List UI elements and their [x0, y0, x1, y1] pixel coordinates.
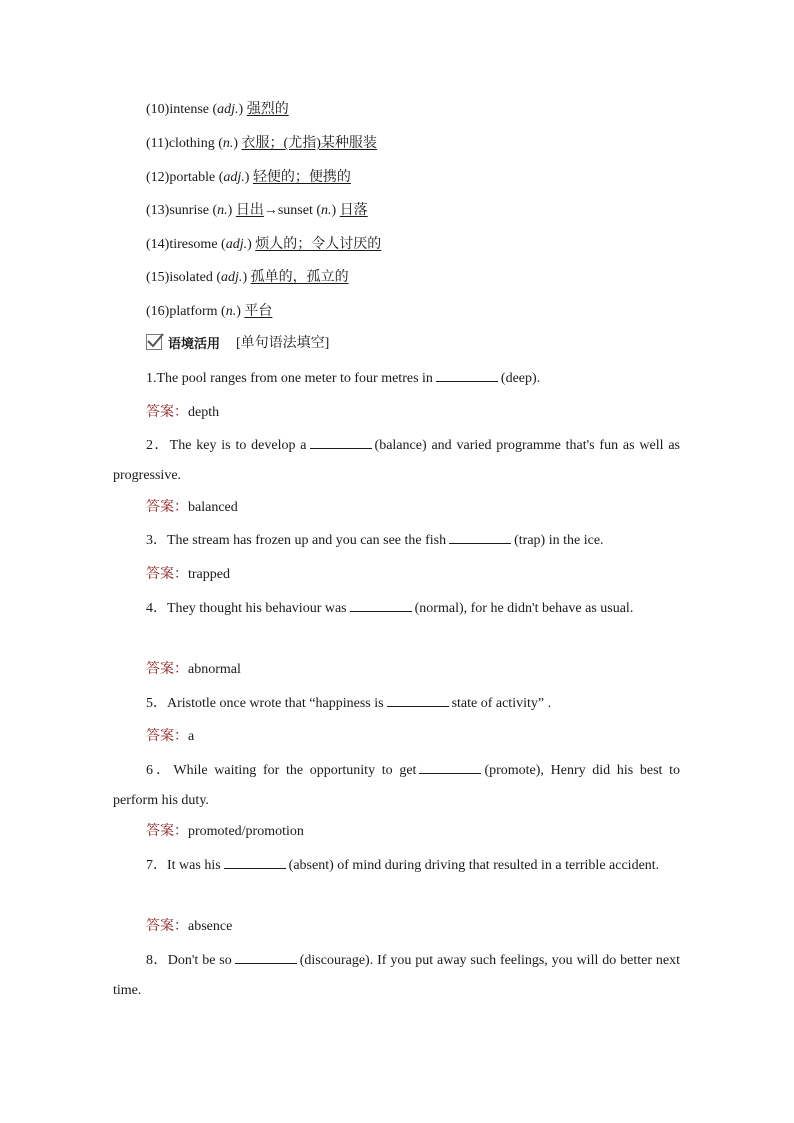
question-hint: (balance): [374, 438, 427, 453]
part-of-speech: adj.: [223, 170, 245, 185]
question-number: 1.: [146, 371, 157, 386]
question: [146, 369, 540, 389]
vocab-meaning: 日落: [339, 203, 368, 218]
answer-label: 答案：: [146, 405, 188, 420]
answer-blank: [387, 694, 449, 707]
question-hint: (deep): [500, 371, 537, 386]
vocab-item: (16)platform (n.) 平台: [146, 304, 273, 319]
question-text: Don't be so: [167, 953, 232, 968]
answer-line: [146, 917, 232, 937]
question-hint: (normal),: [414, 601, 468, 616]
vocab-word: isolated: [169, 270, 213, 285]
section-heading: [146, 332, 329, 352]
vocab-word: portable: [169, 170, 216, 185]
question: [113, 851, 680, 881]
vocab-item: (10)intense (adj.) 强烈的: [146, 102, 289, 117]
answer-blank: [419, 761, 481, 774]
vocab-word: clothing: [168, 136, 215, 151]
answer-label: 答案：: [146, 567, 188, 582]
question-hint: (trap): [514, 533, 546, 548]
vocab-word: tiresome: [169, 237, 218, 252]
answer-blank: [224, 856, 286, 869]
question-text: and varied programme that's fun as well as progressive.: [113, 438, 680, 483]
checkbox-check-icon: [146, 334, 162, 350]
vocab-item: (12)portable (adj.) 轻便的；便携的: [146, 170, 351, 185]
vocab-item: (11)clothing (n.) 衣服；(尤指)某种服装: [146, 136, 377, 151]
question-text: The pool ranges from one meter to four metres in: [156, 371, 433, 386]
vocab-meaning: 轻便的；便携的: [252, 170, 351, 185]
section-subtitle: [单句语法填空]: [236, 336, 330, 351]
answer-label: 答案：: [146, 662, 188, 677]
question-number: 8．: [146, 953, 168, 968]
question-hint: (discourage).: [299, 953, 374, 968]
answer-blank: [449, 531, 511, 544]
vocab-number: (10): [146, 102, 170, 117]
answer-label: 答案：: [146, 919, 188, 934]
section-title: 语境活用: [168, 336, 221, 352]
answer-blank: [436, 369, 498, 382]
question: [146, 531, 604, 551]
vocab-meaning: 日出: [235, 203, 264, 218]
vocab-meaning: 平台: [244, 304, 273, 319]
question-text: Henry did his best to perform his duty.: [113, 763, 681, 808]
answer-text: balanced: [188, 500, 238, 515]
question-number: 7．: [146, 858, 167, 873]
part-of-speech: n.: [222, 136, 234, 151]
vocab-meaning: 衣服；(尤指)某种服装: [241, 136, 377, 151]
vocab-item: (13)sunrise (n.) 日出→sunset (n.) 日落: [146, 203, 368, 218]
vocab-number: (15): [146, 270, 170, 285]
question: [146, 694, 551, 714]
answer-line: [146, 498, 238, 518]
question-text: for he didn't behave as usual.: [470, 601, 634, 616]
question-text: The key is to develop a: [169, 438, 307, 453]
answer-label: 答案：: [146, 500, 188, 515]
vocab-meaning: 强烈的: [246, 102, 289, 117]
question: [113, 756, 680, 816]
question: [113, 431, 680, 491]
answer-label: 答案：: [146, 824, 188, 839]
vocab-number: (16): [146, 304, 170, 319]
part-of-speech: n.: [225, 304, 237, 319]
part-of-speech: adj.: [217, 102, 239, 117]
question-text: Aristotle once wrote that “happiness is: [167, 696, 384, 711]
answer-line: [146, 727, 194, 747]
vocab-number: (11): [146, 136, 169, 151]
vocab-word: intense: [169, 102, 209, 117]
answer-text: trapped: [188, 567, 230, 582]
answer-blank: [310, 436, 372, 449]
arrow-icon: →: [263, 203, 278, 218]
vocab-number: (12): [146, 170, 170, 185]
question-number: 4．: [146, 601, 167, 616]
question-text: If you put away such feelings, you will do better next time.: [113, 953, 680, 998]
vocab-item: (15)isolated (adj.) 孤单的，孤立的: [146, 270, 349, 285]
vocab-word: sunrise: [169, 203, 209, 218]
answer-text: a: [188, 729, 195, 744]
vocab-word: platform: [169, 304, 218, 319]
vocab-number: (14): [146, 237, 170, 252]
question-text: in the ice.: [548, 533, 604, 548]
vocab-item: (14)tiresome (adj.) 烦人的；令人讨厌的: [146, 237, 382, 252]
vocab-word: sunset: [277, 203, 313, 218]
question-text: state of activity” .: [451, 696, 552, 711]
answer-line: [146, 403, 219, 423]
answer-blank: [350, 599, 412, 612]
answer-label: 答案：: [146, 729, 188, 744]
question-text: While waiting for the opportunity to get: [173, 763, 417, 778]
question-text: They thought his behaviour was: [167, 601, 347, 616]
question-text: of mind during driving that resulted in a terrible accident.: [337, 858, 660, 873]
answer-line: [146, 660, 241, 680]
question-hint: (promote),: [484, 763, 544, 778]
question-hint: (absent): [288, 858, 334, 873]
part-of-speech: adj.: [221, 270, 243, 285]
question-text: The stream has frozen up and you can see the fish: [167, 533, 447, 548]
part-of-speech: n.: [321, 203, 332, 218]
answer-blank: [235, 951, 297, 964]
question-number: 2．: [146, 438, 170, 453]
question: [113, 594, 680, 624]
answer-text: promoted/promotion: [188, 824, 304, 839]
question-number: 6．: [146, 763, 174, 778]
part-of-speech: adj.: [225, 237, 248, 252]
answer-text: abnormal: [188, 662, 241, 677]
question-number: 3．: [146, 533, 167, 548]
question-number: 5．: [146, 696, 167, 711]
answer-line: [146, 822, 304, 842]
question-text: .: [536, 371, 541, 386]
vocab-meaning: 烦人的；令人讨厌的: [255, 237, 382, 252]
vocab-number: (13): [146, 203, 170, 218]
question: [113, 946, 680, 1006]
part-of-speech: n.: [217, 203, 228, 218]
answer-line: [146, 565, 230, 585]
answer-text: absence: [188, 919, 233, 934]
question-text: It was his: [167, 858, 221, 873]
answer-text: depth: [188, 405, 220, 420]
vocab-meaning: 孤单的，孤立的: [250, 270, 349, 285]
